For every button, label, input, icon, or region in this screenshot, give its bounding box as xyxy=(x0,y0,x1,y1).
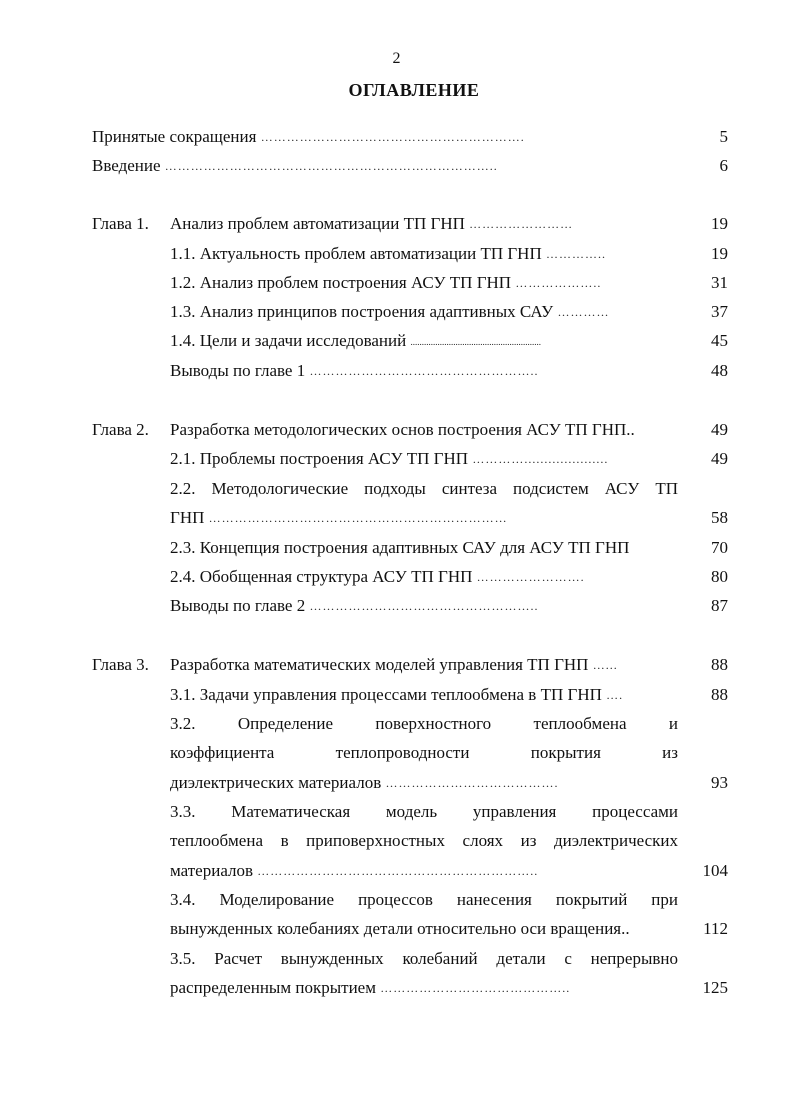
toc-entry-text: Введение xyxy=(92,156,161,175)
toc-entry-text-cont: вынужденных колебаниях детали относительно оси вращения.. xyxy=(170,919,630,938)
toc-entry-leader: ……………………. xyxy=(476,570,585,584)
toc-entry-page: 49 xyxy=(711,449,728,468)
toc-entry xyxy=(170,685,623,705)
toc-entry xyxy=(170,449,608,469)
toc-entry xyxy=(170,773,558,793)
page-number: 2 xyxy=(392,50,401,67)
toc-entry-page: 70 xyxy=(711,538,728,557)
toc-entry-text: Выводы по главе 1 xyxy=(170,361,306,380)
page-title: ОГЛАВЛЕНИЕ xyxy=(348,80,480,100)
toc-entry xyxy=(92,127,525,147)
toc-entry-text-cont: теплообмена в приповерхностных слоях из диэлектрических xyxy=(170,831,678,850)
toc-entry-leader: …... xyxy=(592,658,618,672)
toc-entry-text-cont: материалов xyxy=(170,861,254,880)
toc-entry-leader: …………………………………………….. xyxy=(309,599,539,613)
toc-entry xyxy=(170,596,538,616)
toc-entry-text: 1.4. Цели и задачи исследований xyxy=(170,331,407,350)
toc-entry-text: 3.2. Определение поверхностного теплообмена и xyxy=(170,714,678,733)
chapter-title xyxy=(170,420,635,440)
toc-entry-text: 1.3. Анализ принципов построения адаптивных САУ xyxy=(170,302,554,321)
toc-entry-page: 112 xyxy=(703,919,728,938)
toc-entry-page: 88 xyxy=(711,685,728,704)
toc-entry-page: 58 xyxy=(711,508,728,527)
toc-entry-page: 6 xyxy=(719,156,728,175)
chapter-label: Глава 2. xyxy=(92,420,149,439)
toc-entry xyxy=(170,978,570,998)
chapter-label: Глава 1. xyxy=(92,214,149,233)
toc-entry-leader: …. xyxy=(606,688,624,702)
toc-entry xyxy=(170,567,585,587)
toc-entry-leader: …………………… xyxy=(469,217,574,231)
toc-entry xyxy=(170,508,508,528)
toc-entry-page: 31 xyxy=(711,273,728,292)
toc-entry-leader: …………………………………………….. xyxy=(309,364,539,378)
toc-entry-text: 1.2. Анализ проблем построения АСУ ТП ГНП xyxy=(170,273,512,292)
toc-entry-text: Выводы по главе 2 xyxy=(170,596,306,615)
toc-entry-text: Принятые сокращения xyxy=(92,127,257,146)
toc-entry-leader: …………………………………………………………… xyxy=(208,511,508,525)
toc-entry-text-cont: ГНП xyxy=(170,508,205,527)
toc-entry-text-cont: коэффициента теплопроводности покрытия из xyxy=(170,743,678,762)
toc-entry-text: 3.3. Математическая модель управления процессами xyxy=(170,802,678,821)
chapter-title-text: Разработка математических моделей управления ТП ГНП xyxy=(170,655,589,674)
toc-entry-text: 3.5. Расчет вынужденных колебаний детали с непрерывно xyxy=(170,949,678,968)
toc-entry-text-cont: диэлектрических материалов xyxy=(170,773,382,792)
toc-entry-page: 93 xyxy=(711,773,728,792)
toc-entry-page: 87 xyxy=(711,596,728,615)
toc-entry-leader: .......................................................... xyxy=(410,337,541,347)
toc-entry xyxy=(92,156,498,176)
toc-entry-leader: ……………………………………………………….. xyxy=(257,864,539,878)
toc-entry-text: 2.4. Обобщенная структура АСУ ТП ГНП xyxy=(170,567,473,586)
toc-entry-page: 88 xyxy=(711,655,728,674)
toc-entry xyxy=(170,861,538,881)
toc-entry-leader: …………………………………. xyxy=(385,776,559,790)
toc-entry-leader: ………… xyxy=(557,305,610,319)
toc-entry-text: 3.1. Задачи управления процессами теплообмена в ТП ГНП xyxy=(170,685,602,704)
toc-entry-text: 2.1. Проблемы построения АСУ ТП ГНП xyxy=(170,449,469,468)
toc-entry-leader: ………………………………………………………………….. xyxy=(164,159,498,173)
toc-entry xyxy=(170,538,629,558)
toc-entry-page: 125 xyxy=(702,978,728,997)
toc-entry xyxy=(170,361,538,381)
toc-entry-leader: ………….. xyxy=(545,247,606,261)
toc-entry-leader: ……………….. xyxy=(515,276,602,290)
toc-entry xyxy=(170,273,601,293)
toc-entry-text: 1.1. Актуальность проблем автоматизации ТП ГНП xyxy=(170,244,542,263)
chapter-title xyxy=(170,214,573,234)
toc-entry-leader: ……………………………………………………. xyxy=(260,130,525,144)
chapter-title xyxy=(170,655,618,675)
toc-entry-page: 48 xyxy=(711,361,728,380)
toc-entry xyxy=(170,302,609,322)
toc-entry-text: 2.3. Концепция построения адаптивных САУ для АСУ ТП ГНП xyxy=(170,538,630,557)
toc-entry-leader: …………..................... xyxy=(472,452,609,466)
chapter-label: Глава 3. xyxy=(92,655,149,674)
toc-entry-page: 5 xyxy=(719,127,728,146)
toc-entry-text: 2.2. Методологические подходы синтеза подсистем АСУ ТП xyxy=(170,479,678,498)
toc-entry-text: 3.4. Моделирование процессов нанесения покрытий при xyxy=(170,890,678,909)
toc-entry-page: 37 xyxy=(711,302,728,321)
toc-entry-text-cont: распределенным покрытием xyxy=(170,978,376,997)
toc-entry-page: 19 xyxy=(711,244,728,263)
toc-entry-page: 80 xyxy=(711,567,728,586)
toc-entry-page: 45 xyxy=(711,331,728,350)
toc-entry-page: 49 xyxy=(711,420,728,439)
toc-entry xyxy=(170,331,541,352)
chapter-title-text: Разработка методологических основ построения АСУ ТП ГНП.. xyxy=(170,420,635,439)
toc-entry-leader: …………………………………….. xyxy=(380,981,571,995)
toc-entry-page: 19 xyxy=(711,214,728,233)
toc-entry xyxy=(170,244,606,264)
toc-entry-page: 104 xyxy=(702,861,728,880)
chapter-title-text: Анализ проблем автоматизации ТП ГНП xyxy=(170,214,465,233)
